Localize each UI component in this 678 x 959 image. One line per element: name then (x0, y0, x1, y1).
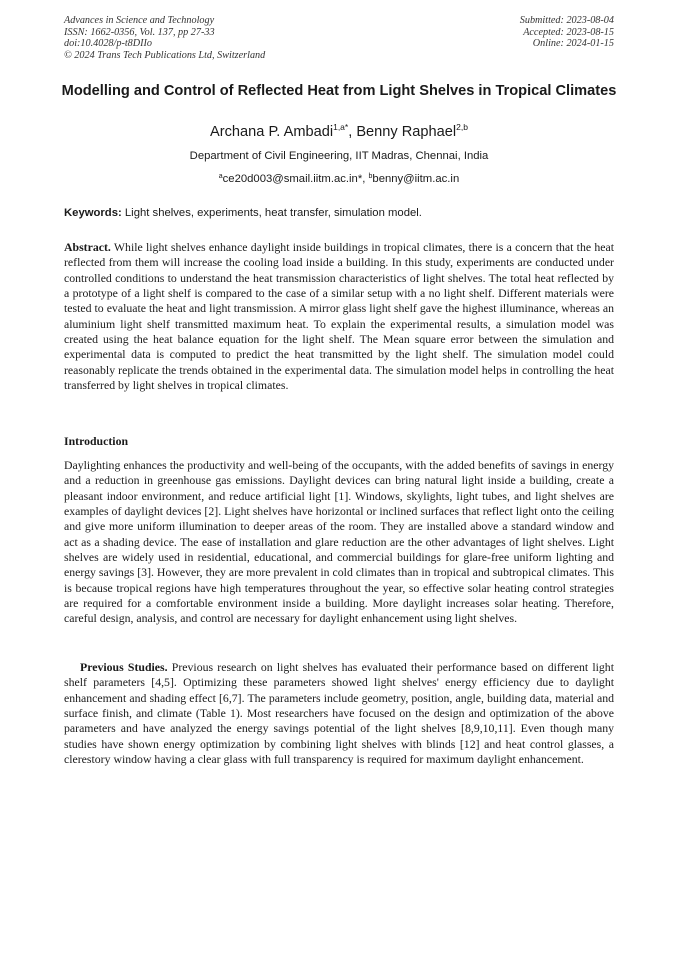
online-date: Online: 2024-01-15 (532, 38, 614, 50)
copyright-line: © 2024 Trans Tech Publications Ltd, Switzerland (64, 49, 266, 61)
introduction-paragraph: Daylighting enhances the productivity and well-being of the occupants, with the added benefits of savings in energy and a reduction in greenhouse gas emissions. Daylight devices can bring natural light inside a building, create a pleasant indoor environment, and reduce artificial light [1]. Windows, skylights, light tubes, and light shelves are examples of daylight devices [2]. Light shelves have horizontal or inclined surfaces that reflect light onto the ceiling and give more uniform illumination to deeper areas of the room. They are installed above a standard window and act as a shading device. The ease of installation and glare reduction are the other advantages of light shelves. Light shelves are widely used in residential, educational, and commercial buildings for glare-free uniform lighting and energy savings [3]. However, they are more prevalent in cold climates than in tropical and subtropical climates. This is because tropical regions have high temperatures throughout the year, so effective solar heating control strategies are required for a comfortable environment inside a building. More daylight increases solar heating. Therefore, careful design, analysis, and control are necessary for daylight enhancement using light shelves. (64, 458, 614, 626)
author-1-affil-marker: 1,a* (333, 122, 349, 132)
author-2-name: Benny Raphael (356, 124, 457, 140)
submitted-date: Submitted: 2023-08-04 (519, 15, 614, 26)
doi-line[interactable]: doi:10.4028/p-t8DIIo (64, 38, 152, 50)
abstract-label: Abstract. (64, 240, 111, 254)
previous-studies-label: Previous Studies. (80, 660, 168, 674)
previous-studies-text: Previous research on light shelves has evaluated their performance based on different light shelf parameters [4,5]. Optimizing these parameters showed light shelves' energy efficiency due to daylight enhancement and shading effect [6,7]. The parameters include geometry, position, angle, building data, material and surface finish, and climate (Table 1). Most researchers have focused on the design and optimization of the above parameters and have analyzed the energy savings potential of the light shelves [8,9,10,11]. Even though many studies have shown energy optimization by combining light shelves with blinds [12] and heat control glasses, a clerestory window having a clear glass with full transparency is required for maximum daylight enhancement. (64, 660, 614, 767)
email-b-marker: b (368, 173, 373, 180)
email-a-marker: a (218, 173, 223, 180)
author-2-affil-marker: 2,b (456, 122, 468, 132)
keywords (64, 206, 614, 220)
author-separator: , (348, 124, 357, 140)
previous-studies-paragraph (64, 660, 614, 767)
author-1-name: Archana P. Ambadi (210, 124, 334, 140)
introduction-heading: Introduction (64, 434, 129, 448)
accepted-date: Accepted: 2023-08-15 (523, 26, 614, 38)
affiliation: Department of Civil Engineering, IIT Madras, Chennai, India (189, 150, 489, 162)
email-b[interactable]: benny@iitm.ac.in (372, 173, 460, 185)
journal-header-right (520, 15, 614, 50)
email-a[interactable]: ce20d003@smail.iitm.ac.in*, (222, 173, 369, 185)
author-emails (0, 172, 678, 186)
keywords-label: Keywords: (64, 207, 122, 219)
journal-header-left (64, 15, 265, 61)
abstract-text: While light shelves enhance daylight inside buildings in tropical climates, there is a concern that the heat reflected from them will increase the cooling load inside a building. In this study, experiments are conducted under controlled conditions to understand the heat transmission characteristics of light shelves. The total heat reflected by a prototype of a light shelf is compared to the case of a similar setup with a no light shelf. Different materials were tested to evaluate the heat and light transmission. A mirror glass light shelf gave the highest illuminance, whereas an aluminium light shelf transmitted maximum heat. To explain the experimental results, a simulation model was created using the heat balance equation for the light shelf. The Mean square error between the simulation and experimental data is computed to predict the heat transmitted by the light shelf. The simulation model could reasonably replicate the trends obtained in the experimental data. The simulation model helps in controlling the heat transferred by light shelves in tropical climates. (64, 240, 614, 393)
journal-name: Advances in Science and Technology (64, 15, 215, 26)
abstract (64, 240, 614, 393)
paper-title: Modelling and Control of Reflected Heat from Light Shelves in Tropical Climates (61, 83, 617, 99)
keywords-text: Light shelves, experiments, heat transfer, simulation model. (121, 207, 422, 219)
author-line (0, 123, 678, 141)
issn-line: ISSN: 1662-0356, Vol. 137, pp 27-33 (64, 26, 215, 38)
